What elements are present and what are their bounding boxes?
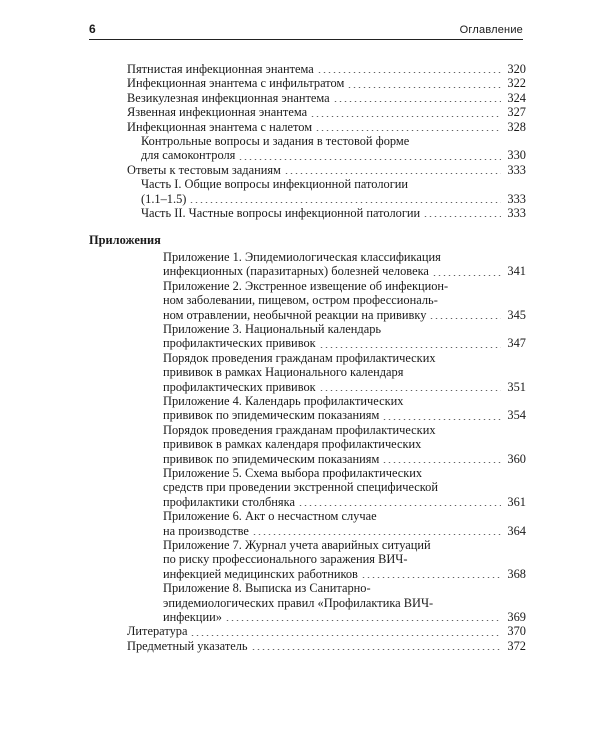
toc-entry-line: прививок по эпидемическим показаниям: [163, 408, 380, 423]
toc-entry-row: [127, 91, 526, 105]
toc-entry[interactable]: [163, 351, 526, 394]
toc-entry[interactable]: [163, 509, 526, 538]
toc-entry-line: инфекцией медицинских работников: [163, 566, 358, 581]
dot-leader: [319, 390, 501, 391]
toc-entry-row: [163, 308, 526, 322]
toc-entry-line: профилактики столбняка: [163, 494, 295, 509]
toc-page-number: 320: [507, 62, 526, 76]
toc-entry-line: ном заболевании, пищевом, остром профессиональ-: [163, 293, 438, 308]
toc-entry-line: по риску профессионального заражения ВИЧ-: [163, 552, 408, 567]
toc-entry-row: [163, 610, 526, 624]
dot-leader: [423, 216, 501, 217]
toc-page-number: 368: [507, 566, 526, 581]
running-title: Оглавление: [459, 24, 523, 36]
dot-leader: [310, 116, 501, 117]
toc-entry-row: [163, 567, 526, 581]
toc-entry-line: Приложение 5. Схема выбора профилактических: [163, 465, 423, 480]
toc-entry-line: Предметный указатель: [127, 638, 248, 653]
toc-entry[interactable]: [163, 538, 526, 581]
toc-page-number: 351: [507, 379, 526, 394]
toc-entry[interactable]: [127, 120, 526, 134]
toc-page-number: 324: [507, 90, 526, 105]
dot-leader: [315, 130, 501, 131]
toc-page-number: 361: [507, 494, 526, 509]
toc-entry-line: на производстве: [163, 523, 249, 538]
toc-entry[interactable]: [163, 581, 526, 624]
toc-page-number: 328: [507, 119, 526, 134]
toc-entry-line: прививок в рамках календаря профилактических: [163, 437, 422, 452]
toc-entry[interactable]: [141, 134, 526, 163]
toc-entry[interactable]: [163, 250, 526, 279]
toc-entry[interactable]: [127, 624, 526, 638]
toc-page-number: 347: [507, 336, 526, 351]
toc-page-number: 364: [507, 523, 526, 538]
toc-entry-line: Приложение 1. Эпидемиологическая классификация: [163, 249, 441, 264]
toc-group-back-matter: [89, 624, 526, 653]
toc-entry-line: Приложение 2. Экстренное извещение об инфекцион-: [163, 278, 449, 293]
toc-page-number: 360: [507, 451, 526, 466]
toc-entry-row: [127, 120, 526, 134]
dot-leader: [284, 173, 501, 174]
toc-entry-line: средств при проведении экстренной специфической: [163, 480, 438, 495]
toc-entry-line: Порядок проведения гражданам профилактических: [163, 350, 436, 365]
dot-leader: [190, 635, 501, 636]
toc-entry-line: Порядок проведения гражданам профилактических: [163, 422, 436, 437]
toc-page-number: 333: [507, 206, 526, 221]
toc-entry-row: [127, 624, 526, 638]
toc-entry[interactable]: [141, 206, 526, 220]
toc-entry-row: [163, 408, 526, 422]
toc-entry[interactable]: [141, 177, 526, 206]
toc-entry-row: [127, 163, 526, 177]
toc-page-number: 369: [507, 610, 526, 625]
dot-leader: [225, 620, 501, 621]
toc-entry-line: Пятнистая инфекционная энантема: [127, 62, 314, 76]
toc-entry-line: прививок в рамках Национального календаря: [163, 365, 404, 380]
dot-leader: [382, 462, 501, 463]
toc-entry-row: [127, 62, 526, 76]
toc-group-main: [89, 62, 526, 220]
toc-entry-line: эпидемиологических правил «Профилактика ВИЧ-: [163, 595, 434, 610]
toc-page-number: 370: [507, 624, 526, 639]
toc-page-number: 333: [507, 162, 526, 177]
toc-page-number: 322: [507, 76, 526, 91]
toc-entry-row: [163, 380, 526, 394]
toc-entry-line: Язвенная инфекционная энантема: [127, 105, 308, 120]
toc-entry-line: профилактических прививок: [163, 336, 316, 351]
toc-entry-line: Приложение 3. Национальный календарь: [163, 321, 382, 336]
toc-entry-row: [141, 148, 526, 162]
toc-entry[interactable]: [127, 639, 526, 653]
toc-entry-line: Везикулезная инфекционная энантема: [127, 90, 330, 105]
dot-leader: [429, 318, 501, 319]
toc-entry[interactable]: [163, 466, 526, 509]
toc-entry-line: ном отравлении, необычной реакции на прививку: [163, 307, 427, 322]
toc-entry-row: [163, 495, 526, 509]
toc-entry-row: [141, 192, 526, 206]
toc-entry-row: [141, 206, 526, 220]
dot-leader: [238, 159, 501, 160]
toc-entry-line: Инфекционная энантема с инфильтратом: [127, 76, 345, 91]
toc-entry-line: прививок по эпидемическим показаниям: [163, 451, 380, 466]
toc-entry-row: [127, 639, 526, 653]
toc-entry-line: Контрольные вопросы и задания в тестовой форме: [141, 134, 410, 149]
toc-entry[interactable]: [127, 163, 526, 177]
toc-entry-line: (1.1–1.5): [141, 191, 187, 206]
table-of-contents: [89, 62, 526, 653]
toc-entry-line: Приложение 7. Журнал учета аварийных ситуаций: [163, 538, 431, 552]
dot-leader: [432, 275, 501, 276]
page-header: [89, 22, 523, 40]
page-number: 6: [89, 22, 96, 36]
toc-entry[interactable]: [163, 322, 526, 351]
toc-entry[interactable]: [127, 91, 526, 105]
toc-entry-row: [127, 105, 526, 119]
toc-entry-line: Приложение 8. Выписка из Санитарно-: [163, 581, 371, 596]
toc-entry-line: Часть I. Общие вопросы инфекционной патологии: [141, 177, 409, 192]
dot-leader: [382, 419, 501, 420]
toc-entry-row: [163, 524, 526, 538]
toc-page-number: 372: [507, 638, 526, 653]
toc-entry-line: инфекции»: [163, 610, 222, 625]
dot-leader: [298, 505, 501, 506]
toc-entry-line: Приложение 6. Акт о несчастном случае: [163, 509, 377, 524]
toc-entry[interactable]: [163, 394, 526, 423]
toc-entry-row: [163, 452, 526, 466]
toc-entry[interactable]: [127, 62, 526, 76]
toc-page-number: 333: [507, 191, 526, 206]
toc-page-number: 330: [507, 148, 526, 163]
dot-leader: [361, 577, 501, 578]
dot-leader: [333, 101, 501, 102]
toc-page-number: 345: [507, 307, 526, 322]
toc-entry[interactable]: [163, 279, 526, 322]
toc-entry-line: Приложение 4. Календарь профилактических: [163, 393, 404, 408]
dot-leader: [189, 202, 501, 203]
toc-page-number: 341: [507, 264, 526, 279]
section-title-appendices: Приложения: [89, 233, 161, 248]
toc-entry[interactable]: [127, 105, 526, 119]
dot-leader: [252, 534, 501, 535]
toc-entry-line: Инфекционная энантема с налетом: [127, 119, 313, 134]
toc-entry-line: Литература: [127, 624, 188, 639]
toc-entry-line: профилактических прививок: [163, 379, 316, 394]
toc-entry-row: [163, 264, 526, 278]
toc-entry-row: [163, 336, 526, 350]
toc-entry-line: Ответы к тестовым заданиям: [127, 162, 281, 177]
dot-leader: [319, 347, 501, 348]
toc-page-number: 354: [507, 408, 526, 423]
toc-entry[interactable]: [163, 423, 526, 466]
toc-page-number: 327: [507, 105, 526, 120]
toc-entry[interactable]: [127, 76, 526, 90]
dot-leader: [347, 87, 501, 88]
toc-entry-line: инфекционных (паразитарных) болезней человека: [163, 264, 429, 279]
dot-leader: [317, 72, 501, 73]
toc-entry-line: Часть II. Частные вопросы инфекционной патологии: [141, 206, 421, 221]
toc-group-appendices: [89, 250, 526, 625]
dot-leader: [251, 649, 501, 650]
toc-entry-line: для самоконтроля: [141, 148, 236, 163]
toc-entry-row: [127, 76, 526, 90]
